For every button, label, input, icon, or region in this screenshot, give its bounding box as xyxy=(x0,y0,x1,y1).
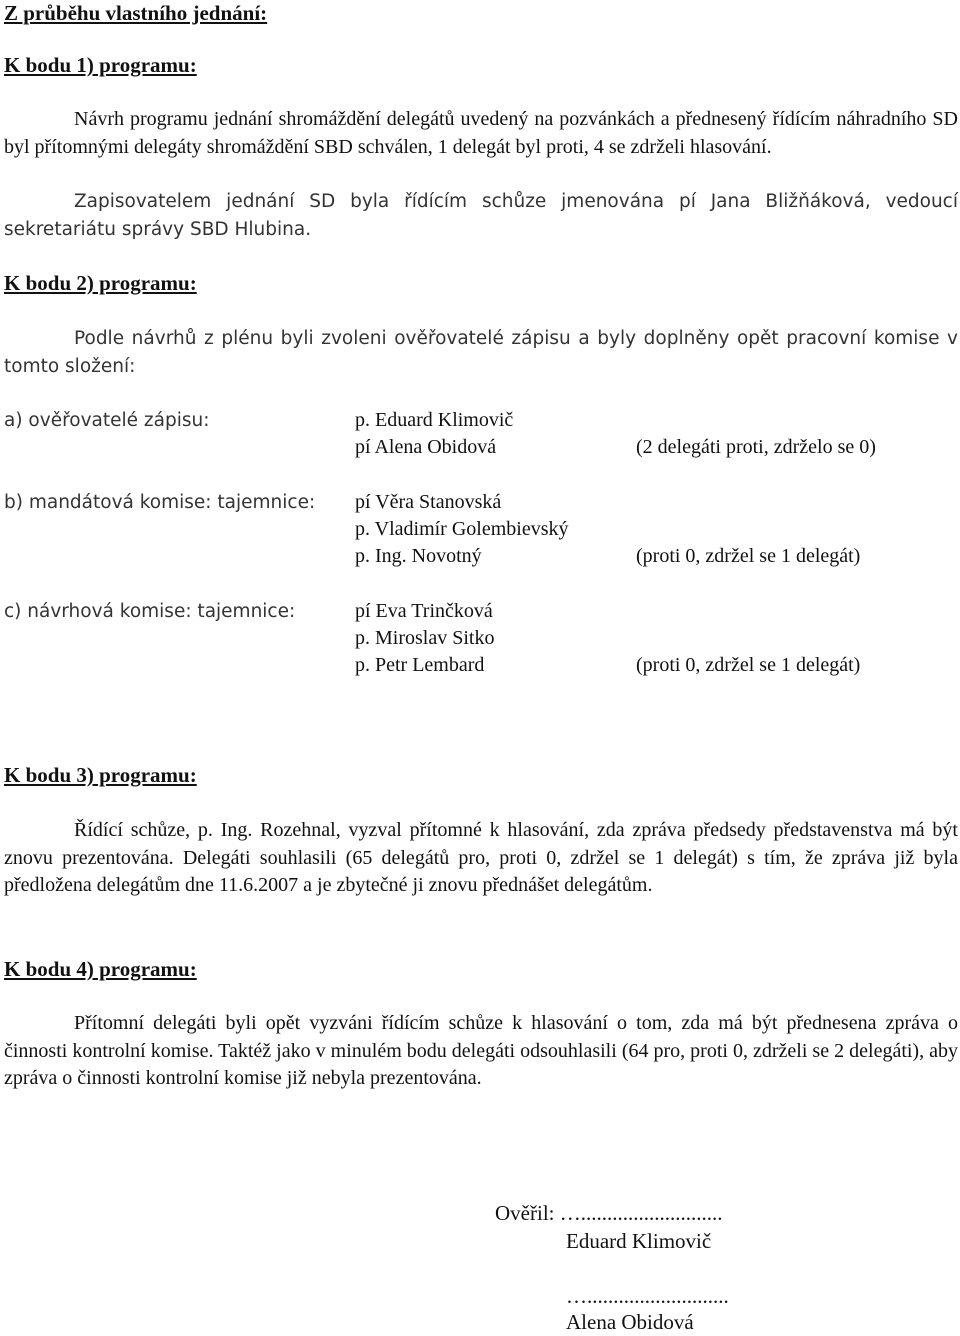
bod1-paragraph-1-text: Návrh programu jednání shromáždění delegátů uvedený na pozvánkách a přednesený řídícím náhradního SD byl přítomnými delegáty shromáždění SBD schválen, 1 delegát byl proti, 4 se zdrželi hlasování. xyxy=(4,108,958,158)
bod1-paragraph-1 xyxy=(4,106,958,161)
section-heading-bod3: K bodu 3) programu: xyxy=(4,763,197,787)
bod2-paragraph-1 xyxy=(4,325,958,380)
verifier-dots-2: …........................... xyxy=(566,1284,729,1308)
verifier-name-2: Alena Obidová xyxy=(566,1310,694,1334)
group-b-vote: (proti 0, zdržel se 1 delegát) xyxy=(636,545,861,567)
section-heading-intro: Z průběhu vlastního jednání: xyxy=(4,1,268,25)
verified-label: Ověřil: …........................... xyxy=(495,1201,723,1225)
bod1-paragraph-2 xyxy=(4,188,958,243)
verifier-name-1: Eduard Klimovič xyxy=(566,1229,712,1253)
group-b-member-1: pí Věra Stanovská xyxy=(355,491,502,513)
group-c-vote: (proti 0, zdržel se 1 delegát) xyxy=(636,654,861,676)
group-a-member-2: pí Alena Obidová xyxy=(355,436,497,458)
bod3-paragraph-1 xyxy=(4,817,958,900)
bod2-paragraph-1-text: Podle návrhů z plénu byli zvoleni ověřovatelé zápisu a byly doplněny opět pracovní komise v tomto složení: xyxy=(4,328,958,377)
bod3-paragraph-1-text: Řídící schůze, p. Ing. Rozehnal, vyzval přítomné k hlasování, zda zpráva předsedy představenstva má být znovu prezentována. Delegáti souhlasili (65 delegátů pro, proti 0, zdržel se 1 delegát) s tím, že zpráva již byla předložena delegátům dne 11.6.2007 a je zbytečné ji znovu přednášet delegátům. xyxy=(4,819,958,896)
section-heading-bod2: K bodu 2) programu: xyxy=(4,271,197,295)
group-a-member-1: p. Eduard Klimovič xyxy=(355,409,514,431)
bod1-paragraph-2-text: Zapisovatelem jednání SD byla řídícím schůze jmenována pí Jana Bližňáková, vedoucí sekretariátu správy SBD Hlubina. xyxy=(4,191,958,240)
section-heading-bod1: K bodu 1) programu: xyxy=(4,53,197,77)
group-c-label: c) návrhová komise: tajemnice: xyxy=(4,601,296,622)
group-a-vote: (2 delegáti proti, zdrželo se 0) xyxy=(636,436,876,458)
group-a-label: a) ověřovatelé zápisu: xyxy=(4,410,210,431)
group-b-label: b) mandátová komise: tajemnice: xyxy=(4,492,316,513)
group-b-member-2: p. Vladimír Golembievský xyxy=(355,518,569,540)
group-b-member-3: p. Ing. Novotný xyxy=(355,545,482,567)
group-c-member-1: pí Eva Trinčková xyxy=(355,600,493,622)
section-heading-bod4: K bodu 4) programu: xyxy=(4,957,197,981)
bod4-paragraph-1-text: Přítomní delegáti byli opět vyzváni řídícím schůze k hlasování o tom, zda má být přednesena zpráva o činnosti kontrolní komise. Taktéž jako v minulém bodu delegáti odsouhlasili (64 pro, proti 0, zdrželi se 2 delegáti), aby zpráva o činnosti kontrolní komise již nebyla prezentována. xyxy=(4,1012,958,1089)
bod4-paragraph-1 xyxy=(4,1010,958,1093)
group-c-member-3: p. Petr Lembard xyxy=(355,654,485,676)
group-c-member-2: p. Miroslav Sitko xyxy=(355,627,495,649)
